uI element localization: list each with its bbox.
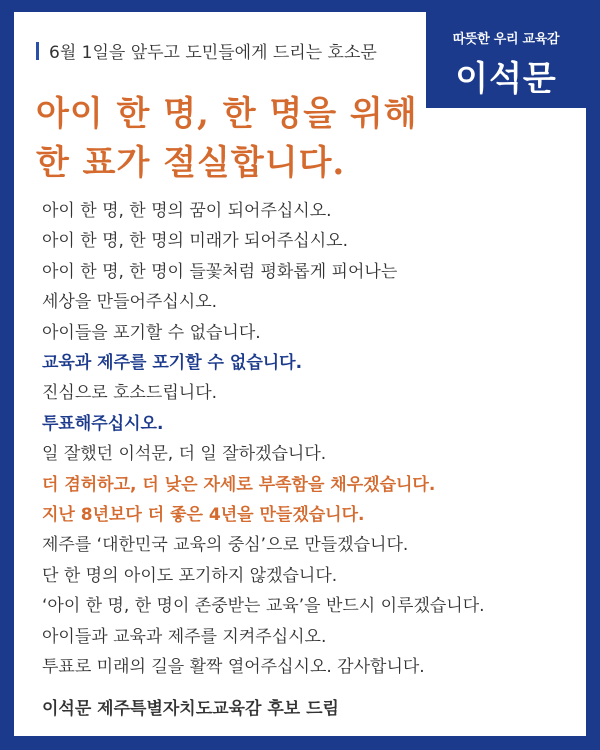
appeal-line: 아이 한 명, 한 명의 미래가 되어주십시오. <box>42 231 348 252</box>
appeal-line: 일 잘했던 이석문, 더 일 잘하겠습니다. <box>42 444 327 465</box>
headline <box>36 90 436 188</box>
appeal-line: 아이들과 교육과 제주를 지켜주십시오. <box>42 626 327 647</box>
appeal-line: 더 겸허하고, 더 낮은 자세로 부족함을 채우겠습니다. <box>42 474 436 495</box>
appeal-line: 투표로 미래의 길을 활짝 열어주십시오. 감사합니다. <box>42 657 425 678</box>
badge-name: 이석문 <box>455 59 557 99</box>
letter-card <box>14 12 586 736</box>
appeal-line: 제주를 ‘대한민국 교육의 중심’으로 만들겠습니다. <box>42 535 409 556</box>
appeal-body <box>42 196 562 683</box>
headline-line-2: 한 표가 절실합니다. <box>36 143 346 183</box>
appeal-line: 지난 8년보다 더 좋은 4년을 만들겠습니다. <box>42 505 365 526</box>
headline-line-1: 아이 한 명, 한 명을 위해 <box>36 94 418 134</box>
appeal-line: 아이 한 명, 한 명이 들꽃처럼 평화롭게 피어나는 <box>42 261 398 282</box>
appeal-line: 세상을 만들어주십시오. <box>42 292 218 313</box>
appeal-line: 아이들을 포기할 수 없습니다. <box>42 322 261 343</box>
appeal-line: ‘아이 한 명, 한 명이 존중받는 교육’을 반드시 이루겠습니다. <box>42 596 485 617</box>
appeal-line: 투표해주십시오. <box>42 413 164 434</box>
appeal-line: 진심으로 호소드립니다. <box>42 383 218 404</box>
appeal-line: 교육과 제주를 포기할 수 없습니다. <box>42 353 303 374</box>
signature: 이석문 제주특별자치도교육감 후보 드림 <box>42 699 339 719</box>
candidate-badge <box>426 12 586 108</box>
badge-tagline: 따뜻한 우리 교육감 <box>452 32 560 47</box>
letter-subtitle <box>36 38 377 63</box>
appeal-line: 아이 한 명, 한 명의 꿈이 되어주십시오. <box>42 201 332 221</box>
subtitle-text: 6월 1일을 앞두고 도민들에게 드리는 호소문 <box>49 43 377 63</box>
appeal-line: 단 한 명의 아이도 포기하지 않겠습니다. <box>42 565 338 586</box>
subtitle-accent-bar <box>36 42 39 60</box>
